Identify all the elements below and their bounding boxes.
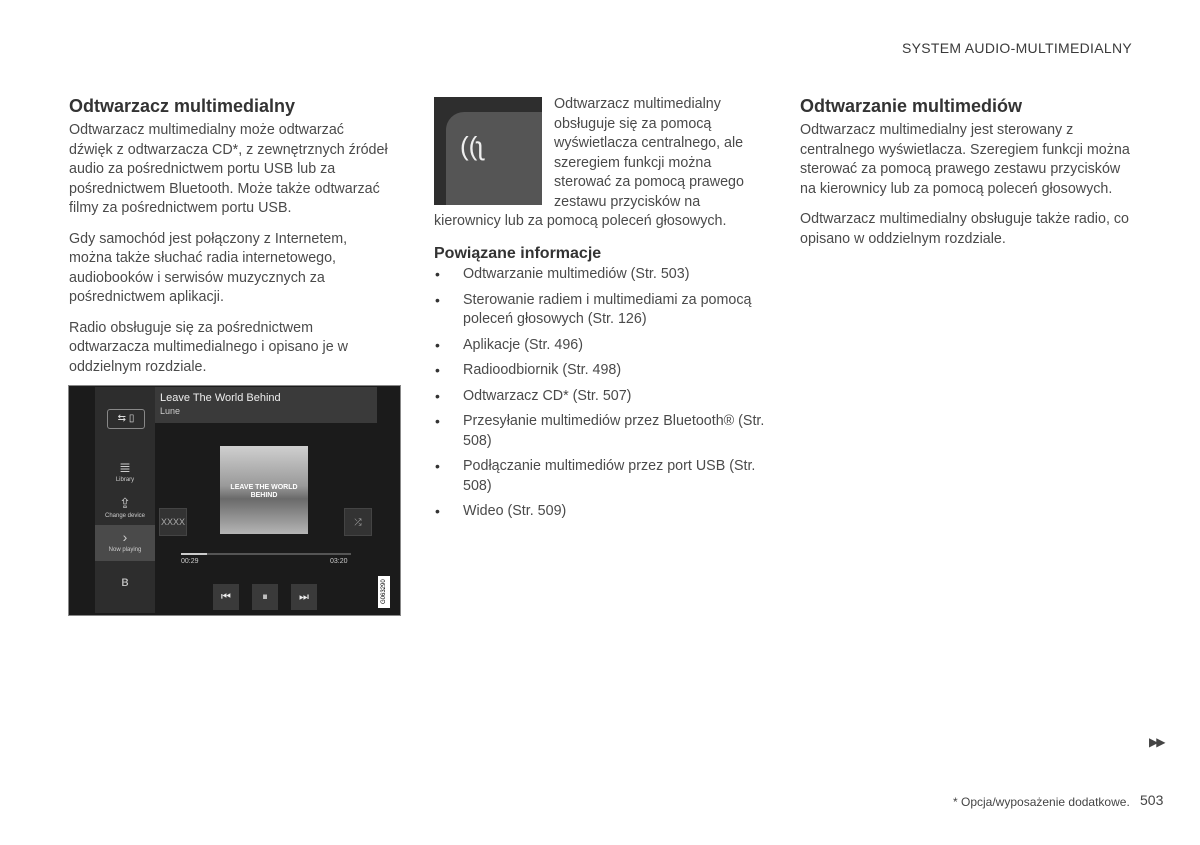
related-link[interactable]: • Przesyłanie multimediów przez Bluetooth® (Str. 508)	[434, 412, 769, 451]
paragraph-1: Odtwarzacz multimedialny może odtwarzać dźwięk z odtwarzacza CD*, z zewnętrznych źródeł audio za pośrednictwem portu USB lub za pośrednictwem Bluetooth. Może także odtwarzać filmy za pośrednictwem portu USB.	[69, 122, 388, 216]
sidebar-item-library: ≣ Library	[95, 459, 155, 483]
related-link[interactable]: • Radioodbiornik (Str. 498)	[434, 361, 769, 381]
library-icon: ≣	[119, 459, 131, 475]
related-info-title: Powiązane informacje	[434, 244, 602, 262]
column-right	[800, 95, 1135, 260]
footnote: * Opcja/wyposażenie dodatkowe.	[953, 795, 1130, 809]
screen-left-button: XXXX	[159, 508, 187, 536]
paragraph-3: Radio obsługuje się za pośrednictwem odtwarzacza multimedialnego i opisano je w oddzielnym rozdziale.	[69, 319, 348, 375]
next-icon: ⏭	[291, 584, 317, 610]
related-link[interactable]: • Podłączanie multimediów przez port USB (Str. 508)	[434, 457, 769, 496]
pause-icon: ⏸	[252, 584, 278, 610]
sidebar-item-change-device: ⇪ Change device	[95, 495, 155, 519]
voice-command-icon: ((ʅ	[460, 131, 484, 161]
section-title-media-playback: Odtwarzanie multimediów	[800, 96, 1023, 116]
section-title-media-player: Odtwarzacz multimedialny	[69, 96, 296, 116]
paragraph-2: Gdy samochód jest połączony z Internetem, można także słuchać radia internetowego, audiobooków i serwisów muzycznych za pośrednictwem aplikacji.	[69, 230, 348, 305]
related-link[interactable]: • Odtwarzanie multimediów (Str. 503)	[434, 265, 769, 285]
previous-icon: ⏮	[213, 584, 239, 610]
time-elapsed: 00:29	[181, 558, 199, 565]
album-cover	[220, 446, 308, 534]
progress-fill	[181, 553, 207, 555]
column-middle	[434, 95, 769, 528]
shuffle-icon: ⤮	[344, 508, 372, 536]
media-player-screen-image	[68, 385, 401, 616]
usb-source-icon: ⇆ ▯	[107, 409, 145, 429]
time-total: 03:20	[330, 558, 348, 565]
related-link[interactable]: • Wideo (Str. 509)	[434, 502, 769, 522]
paragraph-2: Odtwarzacz multimedialny obsługuje także radio, co opisano w oddzielnym rozdziale.	[800, 211, 1129, 247]
page-number: 503	[1140, 792, 1164, 808]
paragraph-1: Odtwarzacz multimedialny jest sterowany z centralnego wyświetlacza. Szeregiem funkcji można sterować za pomocą prawego zestawu przycisków na kierownicy lub za pomocą poleceń głosowych.	[800, 122, 1130, 197]
voice-intro-paragraph: Odtwarzacz multimedialny obsługuje się za pomocą wyświetlacza centralnego, ale szeregiem funkcji można sterować za pomocą prawego zestawu przycisków na kierownicy lub za pomocą poleceń głosowych.	[434, 96, 744, 229]
change-device-icon: ⇪	[119, 495, 131, 511]
chevron-right-icon: ›	[122, 529, 128, 545]
album-cover-text: LEAVE THE WORLD BEHIND	[230, 484, 298, 499]
bluetooth-icon: ʙ	[121, 573, 129, 589]
related-link[interactable]: • Aplikacje (Str. 496)	[434, 336, 769, 356]
progress-bar	[181, 553, 351, 555]
track-artist: Lune	[160, 406, 181, 416]
related-link[interactable]: • Odtwarzacz CD* (Str. 507)	[434, 387, 769, 407]
related-link[interactable]: • Sterowanie radiem i multimediami za pomocą poleceń głosowych (Str. 126)	[434, 291, 769, 330]
continue-arrows-icon: ▶▶	[1149, 735, 1164, 749]
voice-control-button-image	[434, 97, 542, 205]
image-code: G063290	[378, 576, 390, 608]
section-header: SYSTEM AUDIO-MULTIMEDIALNY	[901, 40, 1132, 56]
column-left	[69, 95, 389, 388]
track-title: Leave The World Behind	[160, 392, 281, 404]
screen-sidebar	[95, 387, 155, 613]
sidebar-item-bluetooth	[95, 573, 155, 589]
related-info-list	[434, 265, 769, 522]
sidebar-item-now-playing: › Now playing	[95, 525, 155, 561]
